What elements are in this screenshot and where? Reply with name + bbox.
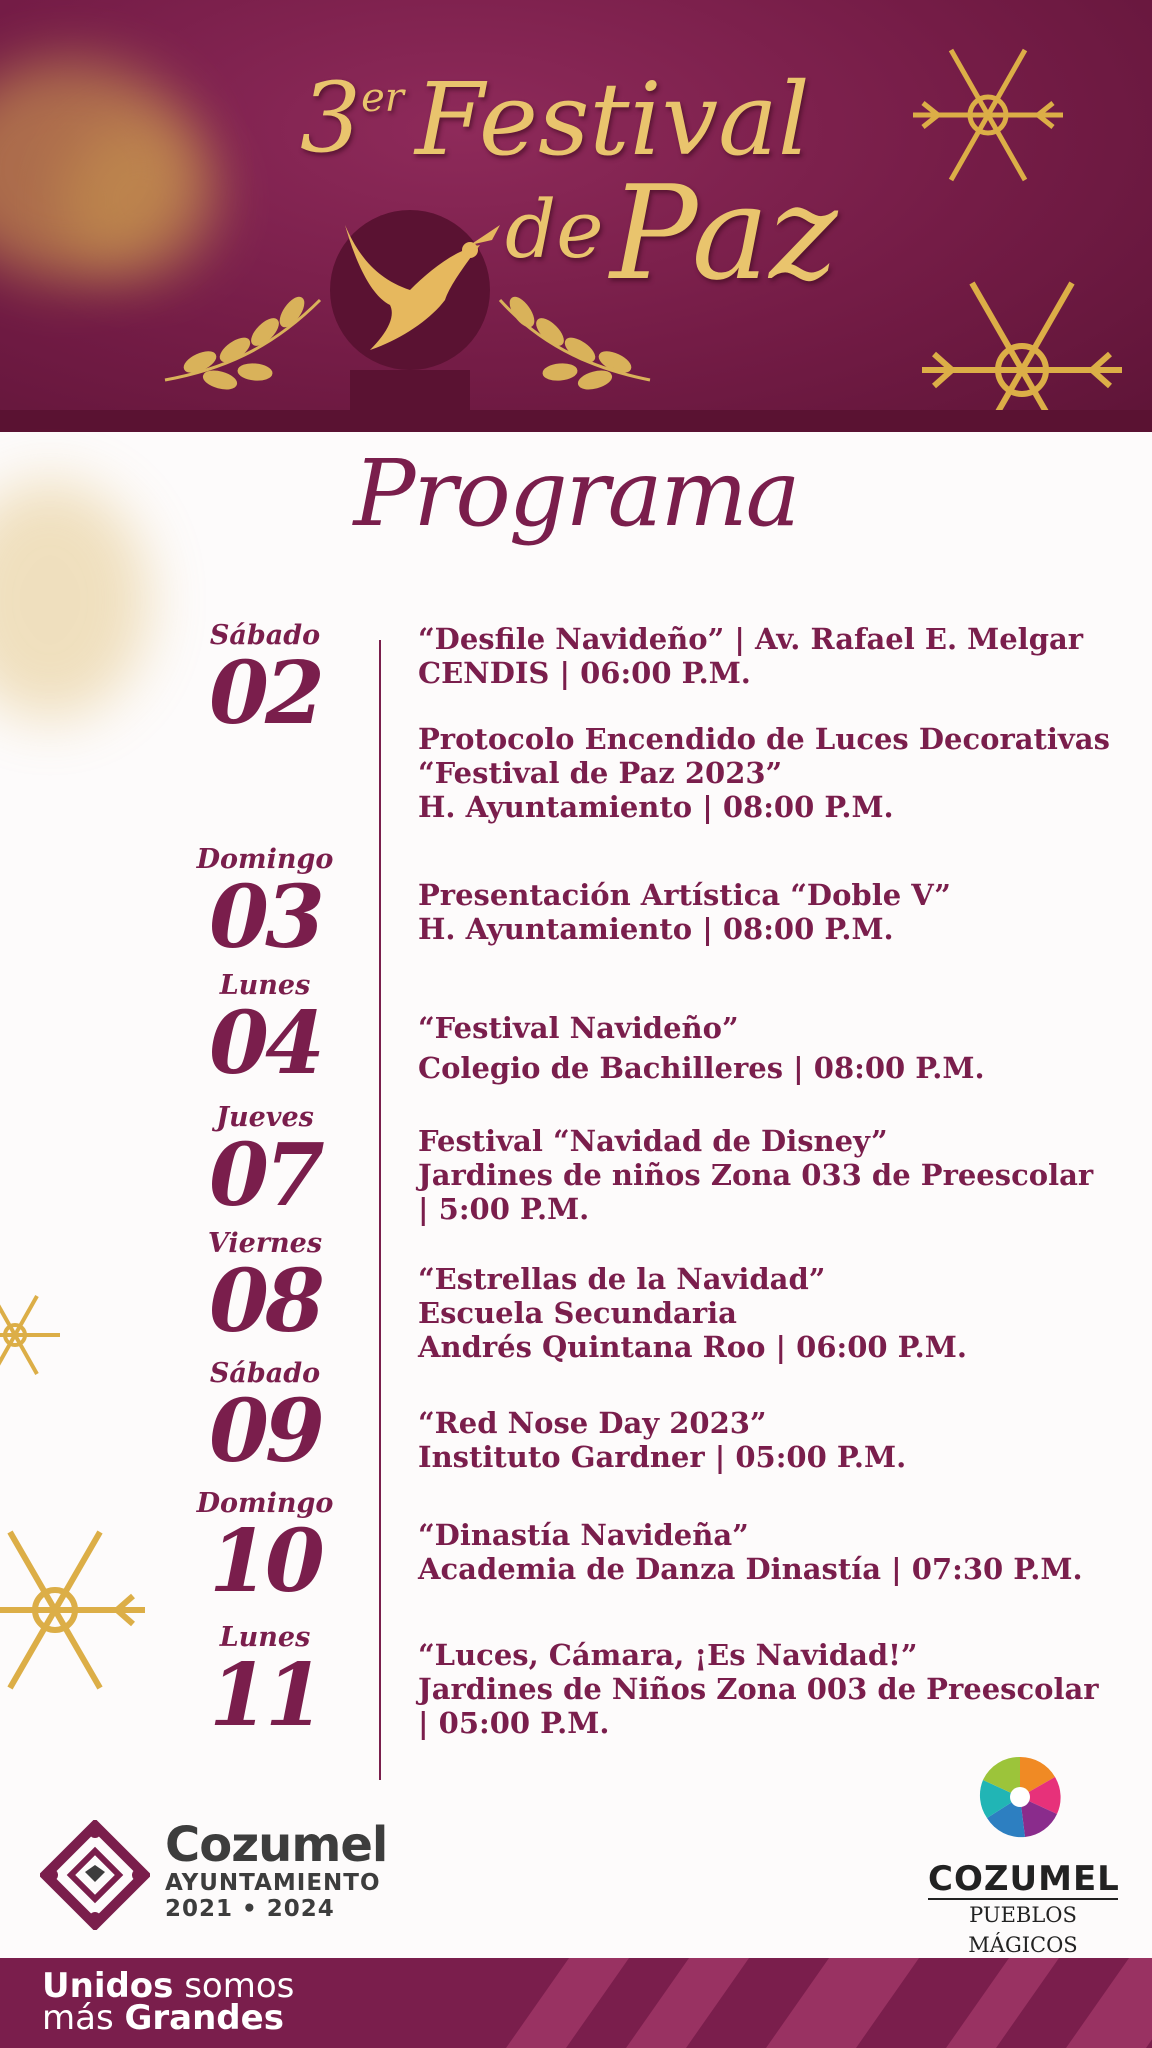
event-line: Escuela Secundaria [418, 1296, 737, 1330]
event-line: Jardines de Niños Zona 003 de Preescolar [418, 1672, 1099, 1706]
laurel-right-icon [500, 295, 650, 391]
day-name: Jueves [216, 1102, 314, 1133]
day-number: 10 [209, 1511, 321, 1612]
day-name: Sábado [209, 1358, 321, 1389]
laurel-left-icon [165, 295, 320, 391]
snowflake-icon [0, 1532, 145, 1688]
event-line: “Desfile Navideño” | Av. Rafael E. Melgar [418, 622, 1084, 656]
title-festival: Festival [415, 61, 810, 178]
municipality-years: 2021 • 2024 [165, 1896, 335, 1922]
event-line: Colegio de Bachilleres | 08:00 P.M. [418, 1051, 985, 1085]
day-number: 03 [209, 867, 321, 968]
day-label [180, 1488, 350, 1612]
day-number: 02 [209, 643, 321, 744]
day-number: 09 [209, 1381, 321, 1482]
event-line: “Red Nose Day 2023” [418, 1406, 767, 1440]
day-name: Viernes [207, 1228, 323, 1259]
day-number: 07 [209, 1125, 321, 1226]
event-line: “Festival de Paz 2023” [418, 756, 783, 790]
slogan-bold: Unidos [42, 1966, 174, 2006]
event-line: Festival “Navidad de Disney” [418, 1124, 888, 1158]
day-name: Domingo [196, 1488, 334, 1519]
footer-stripe [731, 1958, 919, 2048]
event-line: “Festival Navideño” [418, 1011, 739, 1045]
title-de: de [505, 183, 604, 276]
pueblos-sub: PUEBLOS MÁGICOS [928, 1900, 1118, 1962]
slogan [42, 1966, 295, 2038]
side-snowflakes [0, 1270, 160, 1730]
pueblos-magicos-spiral-icon [975, 1752, 1065, 1842]
event-line: | 5:00 P.M. [418, 1192, 590, 1226]
event-line: “Dinastía Navideña” [418, 1518, 749, 1552]
day-label [180, 1622, 350, 1746]
day-label [180, 1358, 350, 1482]
event-line: H. Ayuntamiento | 08:00 P.M. [418, 912, 894, 946]
event-line: Instituto Gardner | 05:00 P.M. [418, 1440, 907, 1474]
dove-pedestal [350, 370, 470, 412]
pueblos-magicos-logo-text [928, 1860, 1118, 1962]
day-number: 08 [209, 1251, 321, 1352]
event-entry [418, 1406, 1138, 1474]
municipality-sub: AYUNTAMIENTO [165, 1870, 381, 1896]
event-line: CENDIS | 06:00 P.M. [418, 656, 751, 690]
event-entry [418, 622, 1138, 690]
slogan-text: somos [173, 1966, 295, 2006]
slogan-bold: Grandes [124, 1998, 284, 2038]
day-label [180, 1228, 350, 1352]
day-label [180, 970, 350, 1094]
event-entry [418, 1638, 1138, 1740]
day-name: Lunes [219, 970, 311, 1001]
day-number: 04 [209, 993, 321, 1094]
event-line: Jardines de niños Zona 033 de Preescolar [418, 1158, 1094, 1192]
timeline-line [379, 640, 381, 1780]
event-entry [418, 722, 1138, 824]
programa-title: Programa [353, 440, 799, 547]
event-line: | 05:00 P.M. [418, 1706, 610, 1740]
event-line: Protocolo Encendido de Luces Decorativas [418, 722, 1110, 756]
footer-stripe [911, 1958, 1059, 2048]
event-line: Andrés Quintana Roo | 06:00 P.M. [418, 1330, 967, 1364]
day-name: Sábado [209, 620, 321, 651]
day-label [180, 844, 350, 968]
cozumel-ayuntamiento-logo-text [165, 1817, 388, 1922]
cozumel-emblem-icon [40, 1820, 150, 1930]
event-line: Presentación Artística “Doble V” [418, 878, 951, 912]
municipality-name: Cozumel [165, 1817, 388, 1873]
day-label [180, 620, 350, 744]
event-entry [418, 1518, 1138, 1586]
event-entry [418, 878, 1138, 946]
event-entry [418, 1008, 1138, 1088]
event-entry [418, 1124, 1138, 1226]
header-banner [0, 0, 1152, 432]
day-name: Domingo [196, 844, 334, 875]
day-number: 11 [209, 1645, 321, 1746]
event-line: “Luces, Cámara, ¡Es Navidad!” [418, 1638, 918, 1672]
pueblos-name: COZUMEL [928, 1859, 1120, 1899]
day-label [180, 1102, 350, 1226]
snowflake-icon [913, 50, 1063, 180]
header-bottom-band [0, 410, 1152, 432]
day-name: Lunes [219, 1622, 311, 1653]
event-line: H. Ayuntamiento | 08:00 P.M. [418, 790, 894, 824]
snowflake-icon [0, 1296, 60, 1374]
event-entry [418, 1262, 1138, 1364]
slogan-text: más [42, 1998, 125, 2038]
event-line: Academia de Danza Dinastía | 07:30 P.M. [418, 1552, 1083, 1586]
title-paz: Paz [610, 157, 838, 309]
title-ordinal: 3er [300, 62, 404, 174]
footer-stripe [471, 1958, 629, 2048]
event-line: “Estrellas de la Navidad” [418, 1262, 826, 1296]
